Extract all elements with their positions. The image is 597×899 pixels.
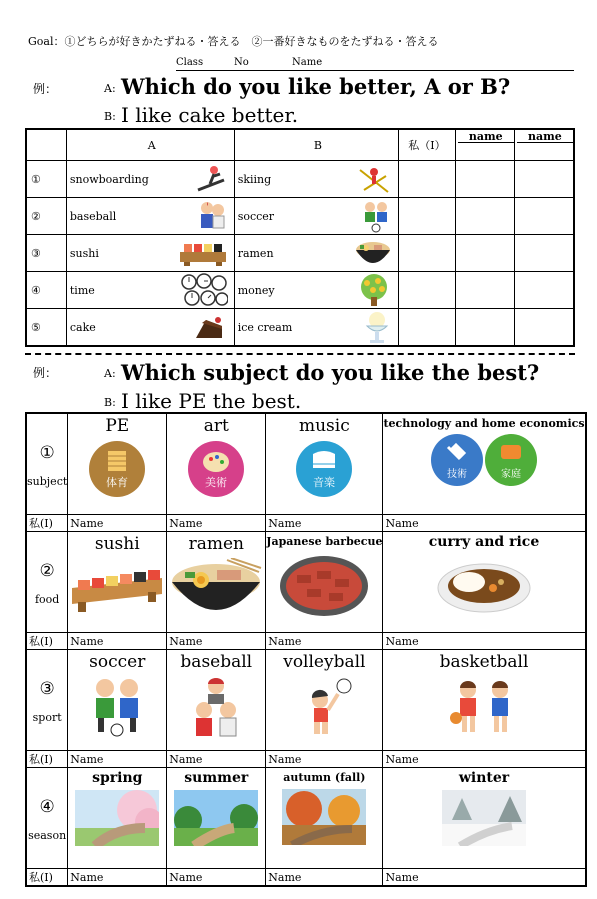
me-answer-cell[interactable]: [399, 235, 456, 272]
me-answer-cell[interactable]: [399, 272, 456, 309]
answer-row: [26, 633, 586, 650]
col-me-header: 私（I）: [399, 129, 456, 161]
answer-row: [26, 515, 586, 532]
option-cell: [383, 413, 586, 515]
option-b-cell: [234, 198, 399, 235]
sushi-icon: [178, 238, 228, 268]
row-number: ④: [26, 272, 66, 309]
option-cell: [383, 768, 586, 869]
option-cell: [266, 650, 383, 751]
option-cell: [266, 532, 383, 633]
me-answer-cell[interactable]: [399, 198, 456, 235]
name1-label: name: [458, 130, 514, 143]
money-tree-icon: [356, 273, 392, 307]
option-label: technology and home economics: [383, 417, 585, 430]
class-label: Class: [176, 57, 204, 68]
name2-answer-cell[interactable]: [514, 235, 574, 272]
cake-icon: [192, 312, 228, 342]
example-label: 例：: [33, 82, 58, 96]
name2-answer-cell[interactable]: [514, 309, 574, 347]
speaker-a-label: A:: [104, 82, 116, 95]
category-number: ④: [39, 796, 55, 817]
ice-cream-icon: [362, 310, 392, 344]
category-label: food: [34, 592, 60, 606]
example-label: 例：: [33, 366, 58, 380]
answer-row: [26, 751, 586, 768]
name-field[interactable]: Name: [167, 515, 266, 532]
category-row: [26, 532, 586, 633]
name-field[interactable]: Name: [383, 869, 586, 887]
option-b-label: ramen: [237, 246, 274, 260]
soccer-players-icon: [360, 199, 392, 233]
col-name1-header: [455, 129, 514, 161]
no-label: No: [234, 57, 249, 68]
category-header: [26, 768, 68, 869]
col-b-header: B: [234, 129, 399, 161]
option-label: basketball: [439, 652, 529, 672]
winter-scene-icon: [442, 790, 526, 846]
name-field[interactable]: Name: [167, 633, 266, 650]
answer-row: [26, 869, 586, 887]
me-label: 私(I): [26, 751, 68, 768]
name-field[interactable]: Name: [383, 751, 586, 768]
ranking-table: [25, 412, 587, 887]
category-label: sport: [32, 710, 62, 724]
option-a-cell: [66, 272, 234, 309]
option-label: PE: [105, 416, 130, 436]
music-badge-icon: [295, 440, 353, 498]
option-a-label: sushi: [69, 246, 99, 260]
soccer-players-icon: [87, 676, 147, 738]
name-field[interactable]: Name: [266, 869, 383, 887]
option-label: Japanese barbecue: [266, 535, 383, 548]
spring-scene-icon: [75, 790, 159, 846]
option-a-label: snowboarding: [69, 172, 149, 186]
option-cell: [167, 532, 266, 633]
me-answer-cell[interactable]: [399, 161, 456, 198]
option-b-label: soccer: [237, 209, 275, 223]
example-answer: I like cake better.: [121, 103, 299, 127]
option-label: summer: [184, 770, 249, 786]
table-row: [26, 198, 574, 235]
preference-table: [25, 128, 575, 347]
name-field[interactable]: Name: [167, 869, 266, 887]
class-line: [176, 57, 574, 71]
option-b-cell: [234, 235, 399, 272]
music-badge-text: 音楽: [313, 476, 336, 489]
option-cell: [266, 413, 383, 515]
option-b-label: ice cream: [237, 320, 293, 334]
category-number: ②: [39, 560, 55, 581]
curry-rice-icon: [435, 554, 533, 616]
category-label: subject: [27, 474, 68, 488]
name2-label: name: [517, 130, 573, 143]
sushi-icon: [68, 558, 166, 618]
me-label: 私(I): [26, 633, 68, 650]
option-label: autumn (fall): [283, 771, 366, 784]
col-name2-header: [514, 129, 574, 161]
name1-answer-cell[interactable]: [455, 198, 514, 235]
speaker-a-label: A:: [104, 367, 116, 380]
table-row: [26, 272, 574, 309]
name2-answer-cell[interactable]: [514, 161, 574, 198]
autumn-scene-icon: [282, 789, 366, 845]
category-header: [26, 413, 68, 515]
name-field[interactable]: Name: [383, 633, 586, 650]
option-cell: [167, 768, 266, 869]
option-cell: [167, 413, 266, 515]
option-cell: [68, 413, 167, 515]
ramen-icon: [354, 236, 392, 270]
category-row: [26, 413, 586, 515]
option-a-cell: [66, 161, 234, 198]
option-label: ramen: [188, 534, 244, 554]
option-cell: [167, 650, 266, 751]
speaker-b-label: B:: [104, 396, 116, 409]
category-row: [26, 768, 586, 869]
basketball-players-icon: [444, 676, 524, 738]
option-label: spring: [92, 770, 143, 786]
tech-home-badges-icon: [430, 433, 538, 487]
name2-answer-cell[interactable]: [514, 198, 574, 235]
option-a-cell: [66, 309, 234, 347]
name-field[interactable]: Name: [68, 869, 167, 887]
art-badge-text: 美術: [205, 476, 228, 489]
option-label: sushi: [94, 534, 140, 554]
name1-answer-cell[interactable]: [455, 235, 514, 272]
pe-badge-text: 体育: [106, 476, 129, 489]
table-row: [26, 309, 574, 347]
col-a-header: A: [66, 129, 234, 161]
name-label: Name: [292, 57, 323, 68]
ramen-icon: [167, 558, 265, 622]
option-a-label: time: [69, 283, 95, 297]
section-divider: [25, 353, 575, 355]
option-cell: [266, 768, 383, 869]
option-label: baseball: [180, 652, 253, 672]
example-question: Which subject do you like the best?: [121, 360, 540, 385]
option-b-label: money: [237, 283, 275, 297]
name1-answer-cell[interactable]: [455, 272, 514, 309]
category-number: ①: [39, 442, 55, 463]
option-a-label: baseball: [69, 209, 117, 223]
name-field[interactable]: Name: [383, 515, 586, 532]
option-a-label: cake: [69, 320, 96, 334]
option-b-cell: [234, 309, 399, 347]
home-badge-text: 家庭: [500, 469, 521, 480]
example-question: Which do you like better, A or B?: [121, 74, 511, 99]
corner-cell: [26, 129, 66, 161]
option-a-cell: [66, 198, 234, 235]
art-badge-icon: [187, 440, 245, 498]
barbecue-icon: [277, 553, 371, 619]
name1-answer-cell[interactable]: [455, 309, 514, 347]
option-label: volleyball: [283, 652, 366, 672]
baseball-players-icon: [186, 676, 246, 740]
clocks-icon: [180, 273, 228, 307]
option-b-cell: [234, 161, 399, 198]
name-field[interactable]: Name: [266, 633, 383, 650]
name-field[interactable]: Name: [266, 751, 383, 768]
option-label: curry and rice: [428, 534, 540, 550]
category-label: season: [28, 828, 67, 842]
table-row: [26, 161, 574, 198]
option-label: soccer: [89, 652, 146, 672]
category-header: [26, 650, 68, 751]
option-cell: [383, 650, 586, 751]
option-b-label: skiing: [237, 172, 272, 186]
snowboarder-icon: [194, 164, 228, 194]
name2-answer-cell[interactable]: [514, 272, 574, 309]
row-number: ⑤: [26, 309, 66, 347]
me-label: 私(I): [26, 515, 68, 532]
category-number: ③: [39, 678, 55, 699]
tech-badge-text: 技術: [446, 469, 467, 480]
row-number: ①: [26, 161, 66, 198]
row-number: ②: [26, 198, 66, 235]
skier-icon: [356, 162, 392, 196]
option-label: music: [298, 416, 350, 436]
summer-scene-icon: [174, 790, 258, 846]
example-answer: I like PE the best.: [121, 389, 302, 413]
option-cell: [68, 768, 167, 869]
option-a-cell: [66, 235, 234, 272]
goal-text: Goal：①どちらが好きかたずねる・答える ②一番好きなものをたずねる・答える: [28, 35, 439, 48]
name-field[interactable]: Name: [68, 751, 167, 768]
option-label: art: [203, 416, 229, 436]
name-field[interactable]: Name: [266, 515, 383, 532]
me-answer-cell[interactable]: [399, 309, 456, 347]
option-cell: [68, 650, 167, 751]
speaker-b-label: B:: [104, 110, 116, 123]
option-cell: [68, 532, 167, 633]
option-b-cell: [234, 272, 399, 309]
name-field[interactable]: Name: [68, 515, 167, 532]
baseball-players-icon: [196, 199, 228, 233]
table-row: [26, 235, 574, 272]
name-field[interactable]: Name: [68, 633, 167, 650]
option-label: winter: [458, 770, 510, 786]
me-label: 私(I): [26, 869, 68, 887]
option-cell: [383, 532, 586, 633]
category-row: [26, 650, 586, 751]
pe-badge-icon: [88, 440, 146, 498]
category-header: [26, 532, 68, 633]
volleyball-player-icon: [294, 676, 354, 738]
name1-answer-cell[interactable]: [455, 161, 514, 198]
name-field[interactable]: Name: [167, 751, 266, 768]
row-number: ③: [26, 235, 66, 272]
